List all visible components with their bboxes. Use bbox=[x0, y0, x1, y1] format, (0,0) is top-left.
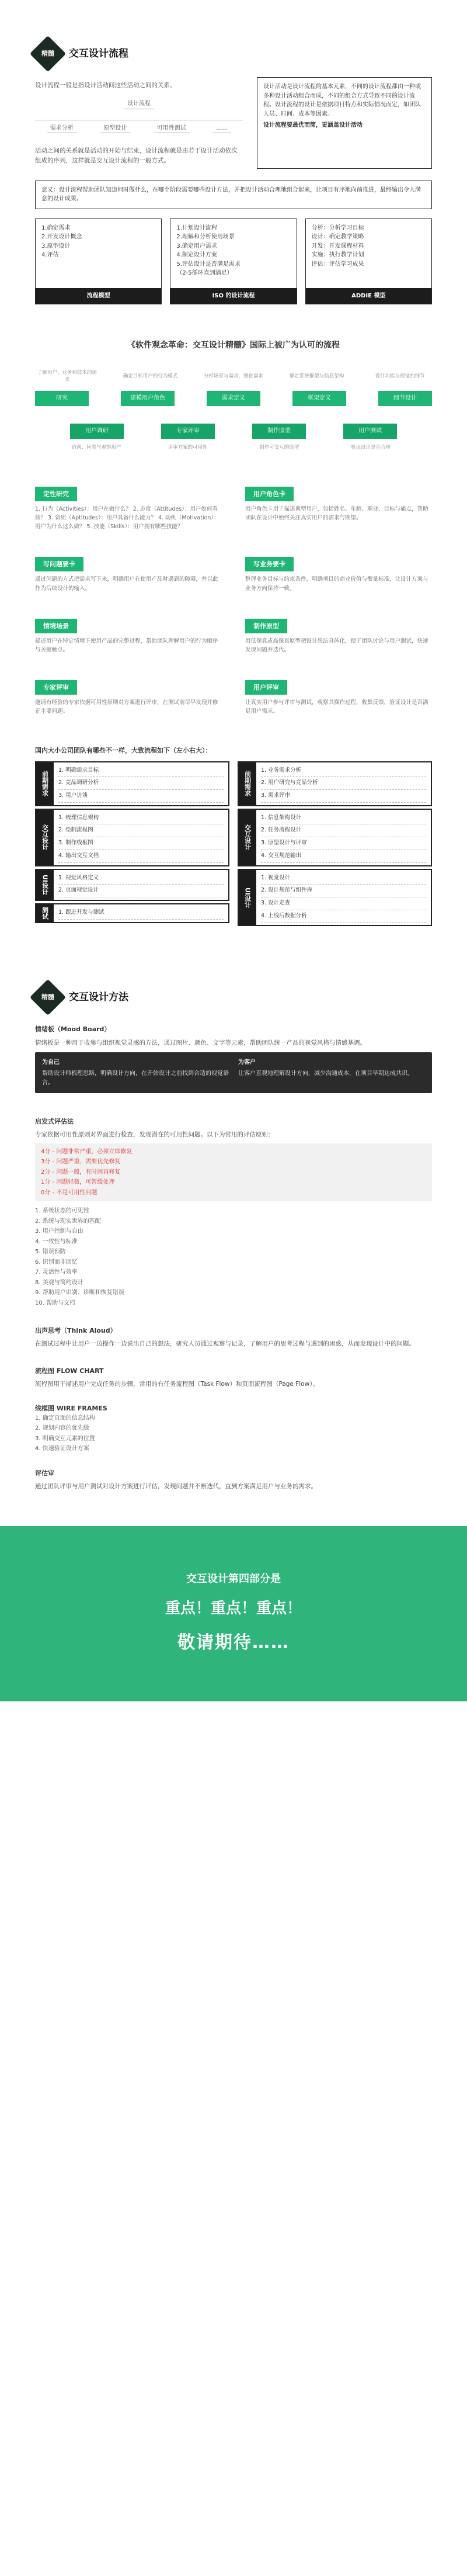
flow-step: 用户测试 bbox=[343, 424, 397, 439]
flow-desc: 设计功能与视觉的细节 bbox=[375, 373, 425, 379]
tree-child: 需求分析 bbox=[47, 124, 77, 134]
flow-desc: 验证设计是否合理 bbox=[350, 444, 391, 450]
compare-right: 前期需求 1. 业务需求分析 2. 用户研究与竞品分析 3. 需求评审 交互设计 1. 信息架构设计 2. 任务流程设计 3. 原型设计与评审 4. 交互规范输出 UI设计 1. 视觉设计 2. 设计规范与组件库 3. 设计走查 4. 上线后数据分析 bbox=[238, 761, 432, 927]
card-tag: 用户评审 bbox=[245, 680, 287, 695]
section-header bbox=[35, 0, 432, 67]
method-card: 定性研究 1. 行为（Activities）：用户在做什么？ 2. 态度（Attitudes）：用户如何看待？ 3. 资质（Aptitudes）：用户具备什么能力？ 4. 动机（Motivation）：用户为什么这么做？ 5. 技能（Skills）：用户拥有哪些技能？ bbox=[35, 487, 222, 532]
compare-label: 交互设计 bbox=[239, 810, 256, 865]
method-cards bbox=[35, 487, 432, 716]
footer-line-3: 敬请期待…… bbox=[177, 1632, 290, 1653]
heuristic-list: 1. 系统状态的可见性 2. 系统与现实世界的匹配 3. 用户控制与自由 4. 一致性与标准 5. 错误预防 6. 识别而非回忆 7. 灵活性与效率 8. 美观与简约设计 9. 帮助用户识别、诊断和恢复错误 10. 帮助与文档 bbox=[35, 1208, 124, 1306]
section-badge: 精髓 bbox=[30, 979, 66, 1015]
flow-desc: 访谈、问卷与观察用户 bbox=[71, 444, 121, 450]
process-intro bbox=[35, 77, 432, 169]
flow-step: 专家评审 bbox=[161, 424, 215, 439]
flow-title: 《软件观念革命：交互设计精髓》国际上被广为认可的流程 bbox=[127, 341, 340, 351]
footer-line-1: 交互设计第四部分是 bbox=[186, 1572, 281, 1585]
section-methods bbox=[0, 944, 467, 1491]
tree-root: 设计流程 bbox=[124, 99, 154, 109]
compare-label: 交互设计 bbox=[36, 810, 54, 865]
section-header bbox=[35, 944, 432, 1010]
compare-left: 前期需求 1. 明确需求目标 2. 竞品调研分析 3. 用户访谈 交互设计 1. 梳理信息架构 2. 绘制流程图 3. 制作线框图 4. 输出交互文档 UI设计 1. 视觉风格定义 2. 页面视觉设计 测试 1. 跟进开发与测试 bbox=[35, 761, 229, 927]
method-card: 制作原型 用低保真或高保真原型把设计想法具体化，便于团队讨论与用户测试，快速发现问题并迭代。 bbox=[245, 619, 432, 654]
card-tag: 专家评审 bbox=[35, 680, 77, 695]
compare-label: 测试 bbox=[36, 904, 54, 922]
review: 评估审 通过团队评审与用户测试对设计方案进行评估，发现问题并不断迭代，直到方案满足用户与业务的需求。 bbox=[35, 1469, 317, 1490]
flow-desc: 确定目标用户的行为模式 bbox=[123, 373, 178, 379]
flow-step: 需求定义 bbox=[207, 391, 260, 406]
flow-step: 制作原型 bbox=[252, 424, 306, 439]
card-tag: 制作原型 bbox=[245, 619, 287, 633]
definition-highlight: 设计流程要最优而简，更涵盖设计活动 bbox=[263, 122, 363, 129]
method-card: 专家评审 邀请有经验的专家依据可用性原则对方案进行评审，在测试前尽早发现并修正主要问题。 bbox=[35, 680, 222, 716]
flow-desc: 了解用户、业务和技术的需求 bbox=[37, 369, 97, 383]
model-title: 流程模型 bbox=[36, 288, 161, 304]
flow-step: 研究 bbox=[35, 391, 89, 406]
section-process bbox=[0, 0, 467, 926]
flow-desc: 评审方案的可用性 bbox=[168, 444, 208, 450]
model-card: 1.确定需求 2.开发设计概念 3.原型设计 4.评估 流程模型 bbox=[35, 219, 162, 305]
wireframes: 线框图 WIRE FRAMES 1. 确定页面的信息结构 2. 规划内容的优先级 3. 明确交互元素的位置 4. 快速验证设计方案 bbox=[35, 1404, 107, 1452]
flow-desc: 确定系统框架与信息架构 bbox=[289, 373, 344, 379]
footer-banner bbox=[0, 1526, 467, 1701]
tree-diagram bbox=[35, 98, 243, 133]
severity-list: 4分 - 问题非常严重，必须立即修复 3分 - 问题严重，需要优先修复 2分 - 问题一般，有时间再修复 1分 - 问题轻微，可暂缓处理 0分 - 不是可用性问题 bbox=[35, 1143, 432, 1202]
card-tag: 定性研究 bbox=[35, 487, 77, 501]
definition-box: 设计活动是设计流程的基本元素，不同的设计流程都由一种或多种设计活动组合而成，不同的组合方式导致不同的设计流程。设计流程的设计是依据项目特点和实际情况而定，如团队人员、时间、成本等因素。 设计流程要最优而简，更涵盖设计活动 bbox=[257, 77, 432, 169]
flow-step: 细节设计 bbox=[378, 391, 432, 406]
compare-label: 前期需求 bbox=[239, 762, 256, 805]
compare-title: 国内大小公司团队有哪些不一样，大致流程如下（左小右大）： bbox=[35, 746, 212, 754]
method-card: 写问题要卡 通过问题的方式把需求写下来，明确用户在使用产品时遇到的障碍，并以此作为后续设计的输入。 bbox=[35, 557, 222, 592]
model-card: 分析：分析学习目标 设计：确定教学策略 开发：开发课程材料 实施：执行教学计划 评估：评估学习成果 ADDIE 模型 bbox=[305, 219, 432, 305]
heuristic: 启发式评估法 专家依据可用性原则对界面进行检查，发现潜在的可用性问题。以下为常用的评估原则： 4分 - 问题非常严重，必须立即修复 3分 - 问题严重，需要优先修复 2分 - 问题一般，有时间再修复 1分 - 问题轻微，可暂缓处理 0分 - 不是可用性问题 1. 系统状态的可见性 2. 系统与现实世界的匹配 3. 用户控制与自由 4. 一致性与标准 5. 错误预防 6. 识别而非回忆 7. 灵活性与效率 8. 美观与简约设计 9. 帮助用户识别、诊断和恢复错误 10. 帮助与文档 bbox=[35, 1117, 432, 1308]
model-title: ADDIE 模型 bbox=[306, 288, 431, 304]
meaning-box: 意义：设计流程帮助团队知道何时做什么，在哪个阶段需要哪些设计方法，并把设计活动合理地组合起来，让项目有序地向前推进，最终输出令人满意的设计成果。 bbox=[35, 181, 432, 209]
section-title: 交互设计方法 bbox=[69, 991, 128, 1004]
mood-compare: 为自己 帮助设计师梳理思路，明确设计方向，在开始设计之前找到合适的视觉语言。 为客户 让客户直观地理解设计方向，减少沟通成本，在项目早期达成共识。 bbox=[35, 1052, 432, 1094]
footer-line-2: 重点！重点！重点！ bbox=[165, 1599, 302, 1617]
tree-child: 可用性测试 bbox=[154, 124, 190, 134]
flow-desc: 制作可交互的原型 bbox=[259, 444, 299, 450]
compare-label: UI设计 bbox=[36, 870, 54, 900]
flow-chart: 流程图 FLOW CHART 流程图用于描述用户完成任务的步骤，常用的有任务流程图（Task Flow）和页面流程图（Page Flow）。 bbox=[35, 1367, 319, 1388]
card-tag: 用户角色卡 bbox=[245, 487, 294, 501]
method-card: 用户评审 让真实用户参与评审与测试，观察其操作过程，收集反馈，验证设计是否满足用户需求。 bbox=[245, 680, 432, 716]
flow-step: 框架定义 bbox=[292, 391, 346, 406]
compare-label: 前期需求 bbox=[36, 762, 54, 805]
card-tag: 写问题要卡 bbox=[35, 557, 83, 571]
method-card: 用户角色卡 用户角色卡用于描述典型用户，包括姓名、年龄、职业、目标与痛点，帮助团队在设计中始终关注真实用户的需求与期望。 bbox=[245, 487, 432, 532]
card-tag: 写业务要卡 bbox=[245, 557, 294, 571]
compare-grid bbox=[35, 761, 432, 927]
method-card: 写业务要卡 整理业务目标与约束条件，明确项目的商业价值与衡量标准，让设计方案与业务方向保持一致。 bbox=[245, 557, 432, 592]
card-tag: 情境场景 bbox=[35, 619, 77, 633]
section-title: 交互设计流程 bbox=[69, 47, 128, 60]
model-card: 1.计划设计流程 2.理解和分析使用场景 3.确定用户需求 4.制定设计方案 5.评估设计是否满足需求 （2-5循环直到满足） ISO 的设计流程 bbox=[170, 219, 297, 305]
model-title: ISO 的设计流程 bbox=[170, 288, 296, 304]
flow-desc: 分析场景与需求，细化需求 bbox=[203, 373, 263, 379]
section-badge: 精髓 bbox=[30, 36, 66, 72]
tree-child: 原型设计 bbox=[100, 124, 130, 134]
flow-diagram bbox=[35, 370, 432, 452]
method-card: 情境场景 描述用户在特定情境下使用产品的完整过程，帮助团队理解用户的行为顺序与关键触点。 bbox=[35, 619, 222, 654]
left-note: 活动之间的关系就是活动的开始与结束，设计流程就是由若干设计活动依次组成的序列，这样就是交互设计流程的一般方式。 bbox=[35, 147, 238, 164]
intro-text: 设计流程一般是指设计活动间这些活动之间的关系。 bbox=[35, 82, 176, 89]
models-grid bbox=[35, 219, 432, 305]
mood-board: 情绪板（Mood Board） 情绪板是一种用于收集与组织视觉灵感的方法，通过图片、颜色、文字等元素，帮助团队统一产品的视觉风格与情感基调。 为自己 帮助设计师梳理思路，明确设计方向，在开始设计之前找到合适的视觉语言。 为客户 让客户直观地理解设计方向，减少沟通成本，在项目早期达成共识。 bbox=[35, 1024, 432, 1093]
flow-step: 建模用户角色 bbox=[121, 391, 175, 406]
flow-step: 用户调研 bbox=[70, 424, 124, 439]
tree-child: …… bbox=[212, 124, 231, 134]
compare-label: UI设计 bbox=[239, 870, 256, 925]
think-aloud: 出声思考（Think Aloud） 在测试过程中让用户一边操作一边说出自己的想法，研究人员通过观察与记录，了解用户的思考过程与遇到的困惑，从而发现设计中的问题。 bbox=[35, 1327, 415, 1348]
